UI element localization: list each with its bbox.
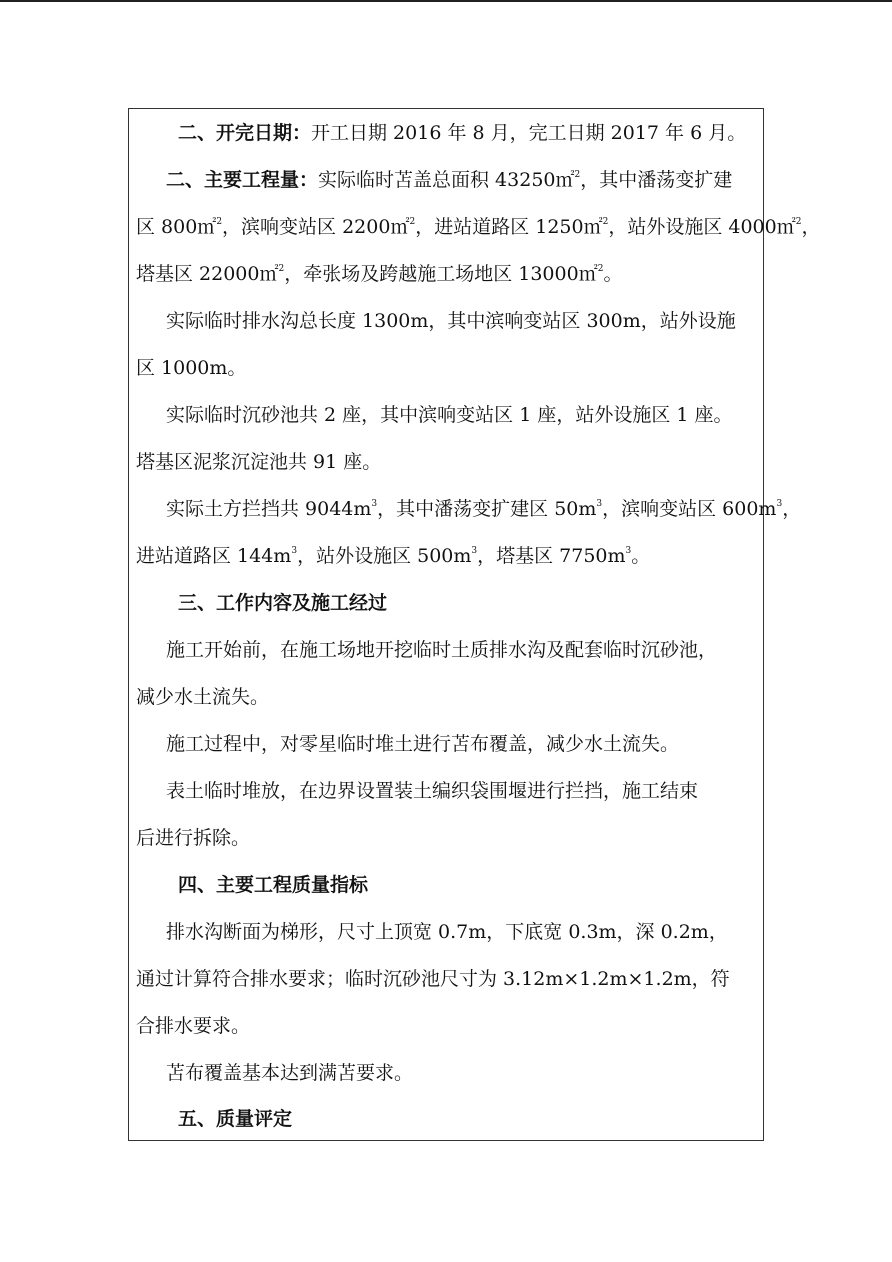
sq-mark: 2 (602, 217, 609, 227)
page-top-rule (0, 0, 892, 2)
drain-paragraph-line-1: 实际临时排水沟总长度 1300m，其中滨响变站区 300m，站外设施 (166, 310, 736, 332)
section-heading-work: 三、工作内容及施工经过 (178, 592, 388, 614)
q-c: ，进站道路区 1250㎡ (415, 216, 603, 238)
ew-a: 实际土方拦挡共 9044m (166, 498, 372, 520)
ew-b: ，其中潘荡变扩建区 50m (377, 498, 597, 520)
work-paragraph-1-line-1: 施工开始前，在施工场地开挖临时土质排水沟及配套临时沉砂池， (166, 639, 718, 661)
work-paragraph-3-line-2: 后进行拆除。 (136, 827, 251, 849)
dates-text: 开工日期 2016 年 8 月，完工日期 2017 年 6 月。 (311, 122, 747, 144)
q-e: ， (801, 216, 821, 238)
ew-road: 进站道路区 144m (136, 545, 292, 567)
section-dates (178, 121, 808, 145)
sediment-paragraph-line-2: 塔基区泥浆沉淀池共 91 座。 (136, 451, 382, 473)
ew-end: 。 (631, 545, 651, 567)
cu-mark: 3 (471, 546, 478, 556)
section-quantities-line-1 (166, 168, 796, 192)
sediment-paragraph-line-1: 实际临时沉砂池共 2 座，其中滨响变站区 1 座，站外设施区 1 座。 (166, 404, 733, 426)
sq-mark: 2 (795, 217, 802, 227)
quality-paragraph-line-2: 通过计算符合排水要求；临时沉砂池尺寸为 3.12m×1.2m×1.2m，符 (136, 968, 730, 990)
q-end: 。 (603, 263, 623, 285)
quantities-line-2 (136, 215, 821, 239)
quantities-line-3 (136, 262, 766, 286)
ew-outside: ，站外设施区 500m (297, 545, 472, 567)
ew-c: ，滨响变站区 600m (602, 498, 777, 520)
cover-total: 实际临时苫盖总面积 43250㎡ (318, 169, 575, 191)
cover-quality-paragraph: 苫布覆盖基本达到满苫要求。 (166, 1062, 414, 1084)
cover-text: ，其中潘荡变扩建 (580, 169, 733, 191)
dates-heading: 二、开完日期： (178, 122, 312, 144)
drain-paragraph-line-2: 区 1000m。 (136, 357, 247, 379)
sq-mark: 2 (597, 264, 604, 274)
work-paragraph-2: 施工过程中，对零星临时堆土进行苫布覆盖，减少水土流失。 (166, 733, 680, 755)
sq-mark: 2 (574, 170, 581, 180)
sq-mark: 2 (409, 217, 416, 227)
work-paragraph-3-line-1: 表土临时堆放，在边界设置装土编织袋围堰进行拦挡，施工结束 (166, 780, 699, 802)
q-a: 区 800㎡ (136, 216, 217, 238)
quality-paragraph-line-1: 排水沟断面为梯形，尺寸上顶宽 0.7m，下底宽 0.3m，深 0.2m， (166, 921, 728, 943)
sq-mark: 2 (216, 217, 223, 227)
earthwork-line-2 (136, 544, 766, 568)
ew-tower: ，塔基区 7750m (477, 545, 626, 567)
quality-paragraph-line-3: 合排水要求。 (136, 1015, 251, 1037)
quantities-heading: 二、主要工程量： (166, 169, 319, 191)
cu-mark: 3 (625, 546, 632, 556)
sq-mark: 2 (278, 264, 285, 274)
q-d: ，站外设施区 4000㎡ (608, 216, 796, 238)
cu-mark: 3 (371, 499, 378, 509)
q-tower: 塔基区 22000㎡ (136, 263, 279, 285)
q-field: ，牵张场及跨越施工场地区 13000㎡ (284, 263, 598, 285)
cu-mark: 3 (776, 499, 783, 509)
cu-mark: 3 (596, 499, 603, 509)
cu-mark: 3 (291, 546, 298, 556)
earthwork-line-1 (166, 497, 802, 521)
q-b: ，滨响变站区 2200㎡ (222, 216, 410, 238)
section-heading-assessment: 五、质量评定 (178, 1108, 293, 1130)
work-paragraph-1-line-2: 减少水土流失。 (136, 686, 270, 708)
ew-d: ， (782, 498, 802, 520)
section-heading-quality: 四、主要工程质量指标 (178, 874, 369, 896)
